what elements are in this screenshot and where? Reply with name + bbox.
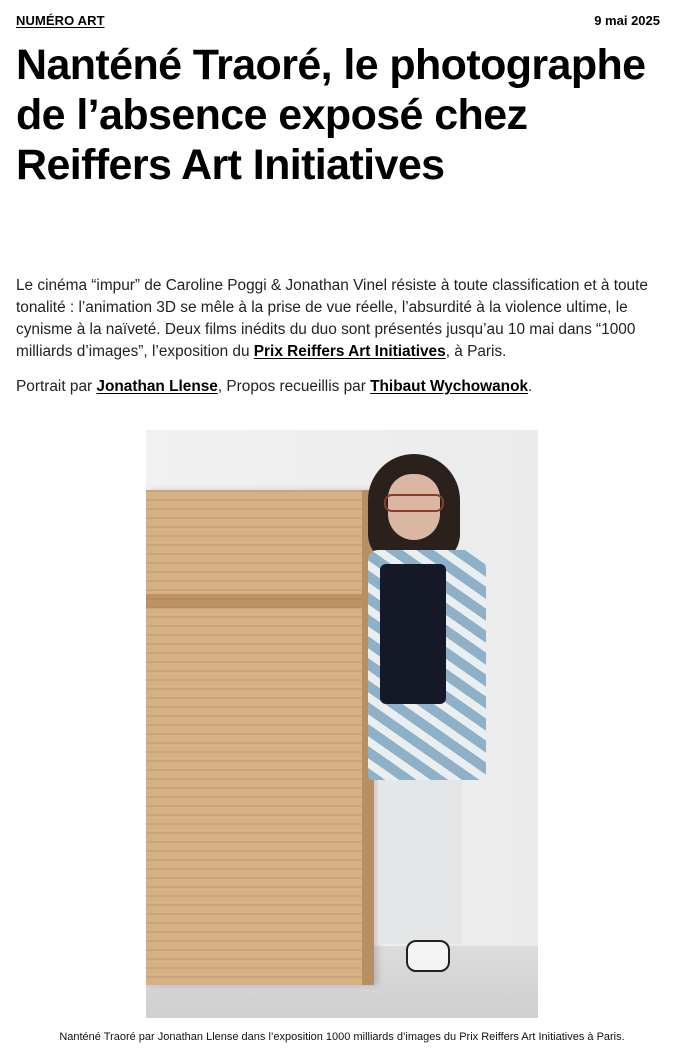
portrait-prefix: Portrait par bbox=[16, 378, 97, 395]
subject-shoe bbox=[406, 940, 450, 972]
category-link[interactable]: NUMÉRO ART bbox=[16, 12, 105, 28]
credits-suffix: . bbox=[528, 378, 533, 395]
intro-text: Le cinéma “impur” de Caroline Poggi & Jonathan Vinel résiste à toute classification et à toute tonalité : l’animation 3D se mêle à la prise de vue réelle, l’absurdité à la violence ultime, le cynisme à la naïveté. Deux films inédits du duo sont présentés jusqu’au 10 mai dans “1000 milliards d’images”, l’exposition du bbox=[16, 277, 648, 360]
subject-glasses bbox=[384, 494, 444, 512]
interview-prefix: , Propos recueillis par bbox=[217, 378, 371, 395]
interviewer-link[interactable]: Thibaut Wychowanok bbox=[370, 378, 529, 395]
prix-reiffers-link[interactable]: Prix Reiffers Art Initiatives bbox=[253, 343, 446, 360]
article-credits bbox=[16, 376, 666, 398]
photographer-link[interactable]: Jonathan Llense bbox=[96, 378, 218, 395]
article-intro bbox=[16, 275, 656, 363]
tape-strip bbox=[146, 594, 374, 608]
cardboard-panel bbox=[146, 490, 374, 985]
article-title: Nanténé Traoré, le photographe de l’absence exposé chez Reiffers Art Initiatives bbox=[16, 41, 646, 189]
intro-text-end: , à Paris. bbox=[445, 343, 507, 360]
portrait-photo bbox=[146, 430, 538, 1018]
publish-date: 9 mai 2025 bbox=[594, 12, 660, 28]
portrait-subject bbox=[368, 454, 498, 984]
article-header-bar bbox=[16, 10, 660, 30]
image-caption: Nanténé Traoré par Jonathan Llense dans l’exposition 1000 milliards d’images du Prix Reiffers Art Initiatives à Paris. bbox=[59, 1031, 625, 1043]
subject-top bbox=[380, 564, 446, 704]
